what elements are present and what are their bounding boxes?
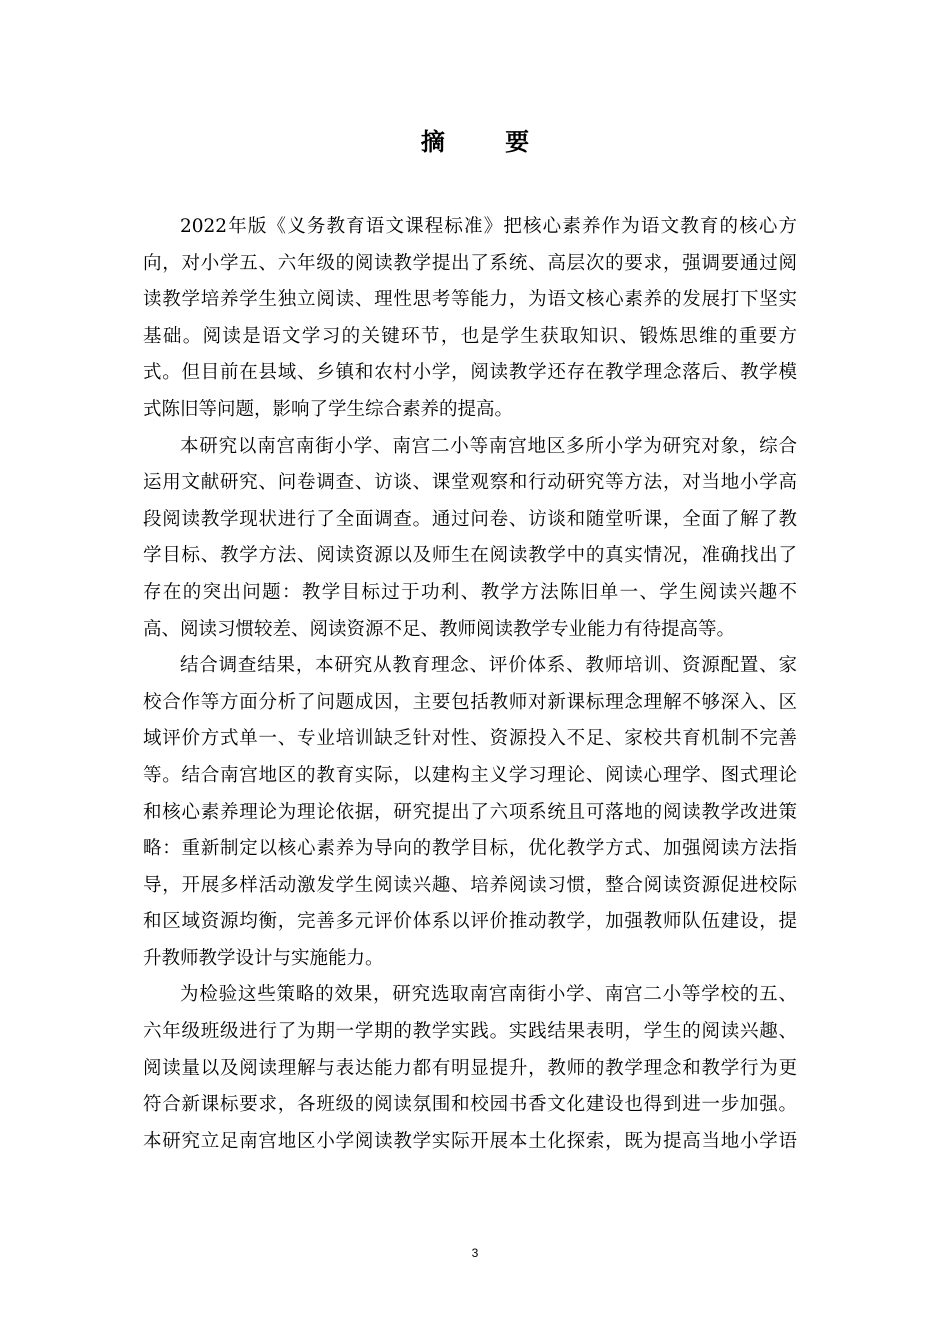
text-line: 式陈旧等问题，影响了学生综合素养的提高。: [143, 398, 514, 420]
text-line: 和区域资源均衡，完善多元评价体系以评价推动教学，加强教师队伍建设，提: [143, 911, 797, 933]
text-line: 升教师教学设计与实施能力。: [143, 947, 384, 969]
page-number: 3: [471, 1246, 479, 1260]
text-line: 式。但目前在县域、乡镇和农村小学，阅读教学还存在教学理念落后、教学模: [143, 362, 797, 384]
text-line: 符合新课标要求，各班级的阅读氛围和校园书香文化建设也得到进一步加强。: [143, 1094, 797, 1116]
text-line: 导，开展多样活动激发学生阅读兴趣、培养阅读习惯，整合阅读资源促进校际: [143, 874, 797, 896]
text-line: 向，对小学五、六年级的阅读教学提出了系统、高层次的要求，强调要通过阅: [143, 252, 797, 274]
text-line: 略：重新制定以核心素养为导向的教学目标，优化教学方式、加强阅读方法指: [143, 838, 797, 860]
text-line: 和核心素养理论为理论依据，研究提出了六项系统且可落地的阅读教学改进策: [143, 801, 797, 823]
abstract-title: 摘 要: [420, 128, 556, 156]
text-line: 基础。阅读是语文学习的关键环节，也是学生获取知识、锻炼思维的重要方: [143, 325, 797, 347]
text-line: 校合作等方面分析了问题成因，主要包括教师对新课标理念理解不够深入、区: [143, 691, 797, 713]
text-line: 2022年版《义务教育语文课程标准》把核心素养作为语文教育的核心方: [180, 216, 797, 237]
text-line: 阅读量以及阅读理解与表达能力都有明显提升，教师的教学理念和教学行为更: [143, 1057, 797, 1079]
text-line: 存在的突出问题：教学目标过于功利、教学方法陈旧单一、学生阅读兴趣不: [143, 581, 797, 603]
text-line: 为检验这些策略的效果，研究选取南宫南街小学、南宫二小等学校的五、: [180, 984, 797, 1006]
text-line: 读教学培养学生独立阅读、理性思考等能力，为语文核心素养的发展打下坚实: [143, 289, 797, 311]
text-line: 本研究以南宫南街小学、南宫二小等南宫地区多所小学为研究对象，综合: [180, 435, 797, 457]
text-line: 等。结合南宫地区的教育实际，以建构主义学习理论、阅读心理学、图式理论: [143, 764, 797, 786]
text-line: 运用文献研究、问卷调查、访谈、课堂观察和行动研究等方法，对当地小学高: [143, 472, 797, 494]
abstract-body: [143, 209, 797, 1160]
text-line: 域评价方式单一、专业培训缺乏针对性、资源投入不足、家校共育机制不完善: [143, 728, 797, 750]
text-line: 高、阅读习惯较差、阅读资源不足、教师阅读教学专业能力有待提高等。: [143, 618, 736, 640]
text-line: 结合调查结果，本研究从教育理念、评价体系、教师培训、资源配置、家: [180, 655, 797, 677]
text-line: 段阅读教学现状进行了全面调查。通过问卷、访谈和随堂听课，全面了解了教: [143, 508, 797, 530]
text-line: 六年级班级进行了为期一学期的教学实践。实践结果表明，学生的阅读兴趣、: [143, 1021, 797, 1043]
text-line: 学目标、教学方法、阅读资源以及师生在阅读教学中的真实情况，准确找出了: [143, 545, 797, 567]
text-line: 本研究立足南宫地区小学阅读教学实际开展本土化探索，既为提高当地小学语: [143, 1130, 797, 1152]
